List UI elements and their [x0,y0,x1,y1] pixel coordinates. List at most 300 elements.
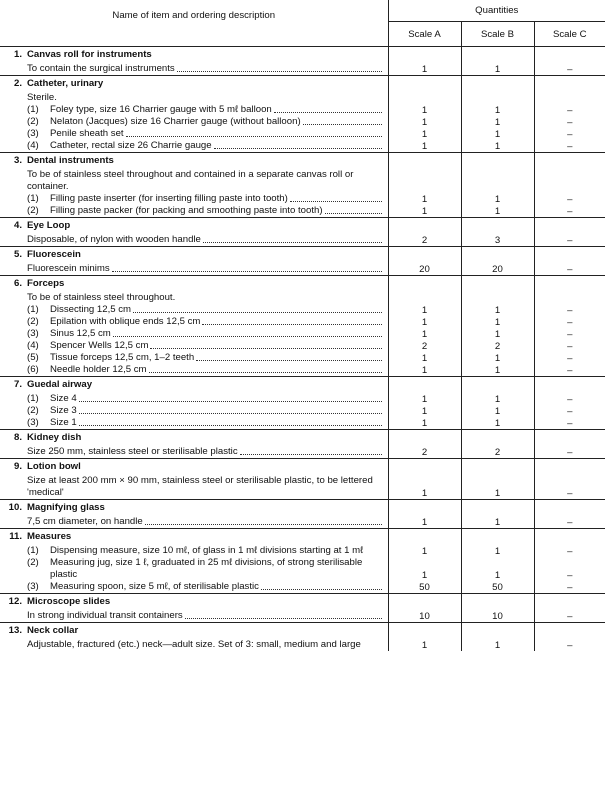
quantity-scale-b: 1 [461,116,534,128]
item-description [0,594,388,611]
table-row [0,47,605,64]
quantity-scale-c: – [567,640,573,651]
item-description [0,218,388,235]
item-heading: Kidney dish [27,432,82,443]
quantity-scale-c [534,47,605,64]
leader-dots [79,424,382,426]
sub-item-text: Measuring jug, size 1 ℓ, graduated in 25 mℓ divisions, of strong sterilisable plastic [50,557,363,580]
quantity-scale-b: 10 [461,610,534,623]
sub-item-text: Penile sheath set [50,128,124,139]
item-description [0,292,388,304]
quantity-scale-a [388,529,461,546]
quantity-scale-c: – [567,516,573,528]
item-description [0,377,388,394]
quantity-scale-b: 1 [461,205,534,218]
quantity-scale-b: 1 [461,557,534,581]
quantity-scale-a: 1 [388,205,461,218]
item-number: 4. [13,220,22,231]
item-description [0,364,388,377]
item-description [0,128,388,140]
item-description [0,352,388,364]
quantity-scale-a [388,247,461,264]
leader-dots [325,212,382,214]
leader-dots [261,588,382,590]
quantity-scale-c: – [567,140,573,152]
item-description [0,76,388,93]
quantity-scale-a: 2 [388,340,461,352]
table-row [0,247,605,264]
quantity-scale-c: – [567,610,573,622]
sub-item-text: Filling paste packer (for packing and smoothing paste into tooth) [50,205,323,216]
table-row [0,140,605,153]
column-header-scale-b: Scale B [461,22,534,47]
quantity-scale-c [534,377,605,394]
column-header-quantities: Quantities [388,0,605,22]
leader-dots [202,323,381,325]
quantity-scale-a: 2 [388,234,461,247]
quantity-scale-c [534,500,605,517]
sub-item-text: Foley type, size 16 Charrier gauge with 5 mℓ balloon [50,104,272,115]
item-description [0,234,388,247]
quantity-scale-b: 1 [461,304,534,316]
leader-dots [133,311,381,313]
quantity-scale-c [534,430,605,447]
table-row [0,639,605,651]
item-heading: Catheter, urinary [27,78,104,89]
table-row [0,393,605,405]
item-heading: Guedal airway [27,379,93,390]
quantity-scale-c: – [567,116,573,128]
table-body [0,47,605,652]
table-row [0,92,605,104]
sub-item-number: (1) [27,193,39,204]
quantity-scale-b [461,92,534,104]
quantity-scale-c [534,459,605,476]
quantity-scale-a [388,169,461,193]
table-row [0,263,605,276]
table-row [0,234,605,247]
quantity-scale-b: 1 [461,316,534,328]
item-description [0,140,388,153]
quantity-scale-b: 1 [461,128,534,140]
item-number: 13. [8,625,22,636]
quantity-scale-b: 1 [461,393,534,405]
quantity-scale-a: 1 [388,328,461,340]
item-number: 3. [13,155,22,166]
item-text: 7,5 cm diameter, on handle [27,516,143,527]
quantity-scale-c: – [567,546,573,557]
quantity-scale-a [388,92,461,104]
table-row [0,153,605,170]
quantity-scale-c: – [567,417,573,429]
table-row [0,581,605,594]
sub-item-text: Tissue forceps 12,5 cm, 1–2 teeth [50,352,195,363]
quantity-scale-c: – [567,263,573,275]
quantity-scale-c [534,76,605,93]
quantity-scale-c [534,276,605,293]
quantity-scale-b [461,169,534,193]
table-row [0,116,605,128]
quantity-scale-b: 1 [461,417,534,430]
quantity-scale-c [534,529,605,546]
item-number: 5. [13,249,22,260]
item-number: 11. [9,531,22,542]
item-heading: Eye Loop [27,220,71,231]
item-number: 12. [8,596,22,607]
sub-item-number: (5) [27,352,39,363]
item-description [0,316,388,328]
quantity-scale-c [534,153,605,170]
quantity-scale-a: 1 [388,316,461,328]
quantity-scale-a [388,76,461,93]
quantity-scale-b: 2 [461,340,534,352]
item-text: Adjustable, fractured (etc.) neck—adult size. Set of 3: small, medium and large [27,639,361,650]
quantity-scale-c: – [567,205,573,217]
quantity-scale-a [388,276,461,293]
item-heading: Magnifying glass [27,502,105,513]
table-header [0,0,605,47]
quantity-scale-b: 50 [461,581,534,594]
item-description [0,169,388,193]
quantity-scale-a: 1 [388,193,461,205]
item-number: 2. [13,78,22,89]
quantity-scale-b: 1 [461,104,534,116]
leader-dots [79,400,382,402]
quantity-scale-b [461,500,534,517]
quantity-scale-c: – [567,304,573,316]
quantity-scale-a [388,292,461,304]
item-description [0,304,388,316]
table-row [0,76,605,93]
sub-item-text: Size 3 [50,405,77,416]
table-row [0,623,605,640]
table-row [0,316,605,328]
sub-item-number: (2) [27,316,39,327]
quantity-scale-b [461,218,534,235]
quantity-scale-b [461,377,534,394]
leader-dots [149,371,382,373]
quantity-scale-a: 1 [388,304,461,316]
sub-item-number: (6) [27,364,39,375]
leader-dots [203,241,382,243]
table-row [0,352,605,364]
quantity-scale-a [388,430,461,447]
item-description [0,153,388,170]
item-description [0,610,388,623]
item-description [0,417,388,430]
item-heading: Lotion bowl [27,461,81,472]
item-description [0,405,388,417]
quantity-scale-a: 1 [388,104,461,116]
leader-dots [150,347,381,349]
item-description [0,63,388,76]
quantity-scale-c: – [567,63,573,75]
item-description [0,529,388,546]
quantity-scale-a [388,500,461,517]
item-note: To be of stainless steel throughout. [27,292,176,303]
item-description [0,446,388,459]
sub-item-text: Needle holder 12,5 cm [50,364,147,375]
leader-dots [177,70,382,72]
quantity-scale-c [534,247,605,264]
leader-dots [196,359,381,361]
quantity-scale-a: 1 [388,128,461,140]
sub-item-text: Dissecting 12,5 cm [50,304,132,315]
sub-item-number: (4) [27,140,39,151]
quantity-scale-b: 2 [461,446,534,459]
quantity-scale-b: 1 [461,516,534,529]
quantity-scale-a: 1 [388,557,461,581]
quantity-scale-b: 1 [461,639,534,651]
item-note: To be of stainless steel throughout and contained in a separate canvas roll or container. [27,169,354,192]
item-description [0,247,388,264]
table-row [0,594,605,611]
quantity-scale-b [461,47,534,64]
leader-dots [113,335,382,337]
quantity-scale-b: 1 [461,193,534,205]
table-row [0,430,605,447]
leader-dots [145,523,382,525]
quantity-scale-c [534,292,605,304]
column-header-scale-c: Scale C [534,22,605,47]
quantity-scale-b [461,292,534,304]
table-row [0,292,605,304]
quantity-scale-b [461,430,534,447]
column-header-scale-a: Scale A [388,22,461,47]
item-number: 6. [13,278,22,289]
quantity-scale-a [388,218,461,235]
table-row [0,128,605,140]
item-description [0,623,388,640]
item-heading: Neck collar [27,625,79,636]
quantity-scale-b: 1 [461,352,534,364]
item-description [0,92,388,104]
column-header-name: Name of item and ordering description [0,0,388,47]
sub-item-number: (3) [27,581,39,592]
quantity-scale-a [388,377,461,394]
table-row [0,405,605,417]
quantity-scale-a: 2 [388,446,461,459]
table-row [0,364,605,377]
quantity-scale-a: 1 [388,516,461,529]
quantity-scale-a: 1 [388,364,461,377]
leader-dots [290,200,382,202]
quantity-scale-c: – [567,570,573,581]
quantity-scale-c: – [567,581,573,593]
item-description [0,328,388,340]
item-description [0,581,388,594]
sub-item-number: (2) [27,205,39,216]
quantity-scale-b: 1 [461,328,534,340]
item-description [0,47,388,64]
quantity-scale-b [461,459,534,476]
item-description [0,393,388,405]
quantity-scale-a: 1 [388,352,461,364]
quantity-scale-b: 1 [461,63,534,76]
item-text: Disposable, of nylon with wooden handle [27,234,201,245]
quantity-scale-a: 1 [388,63,461,76]
quantity-scale-c: – [567,328,573,340]
sub-item-number: (2) [27,557,39,568]
quantity-scale-c [534,169,605,193]
item-description [0,459,388,476]
quantity-scale-a: 1 [388,417,461,430]
table-row [0,218,605,235]
quantity-scale-c [534,218,605,235]
sub-item-text: Sinus 12,5 cm [50,328,111,339]
sub-item-text: Spencer Wells 12,5 cm [50,340,149,351]
table-row [0,340,605,352]
sub-item-number: (1) [27,104,39,115]
quantity-scale-b [461,276,534,293]
quantity-scale-b: 1 [461,364,534,377]
sub-item-text: Size 4 [50,393,77,404]
quantity-scale-a: 1 [388,475,461,500]
quantity-scale-c: – [567,340,573,352]
quantity-scale-c: – [567,316,573,328]
table-row [0,516,605,529]
quantity-scale-b: 1 [461,475,534,500]
item-description [0,475,388,500]
quantity-scale-a: 50 [388,581,461,594]
leader-dots [185,617,382,619]
quantity-scale-b [461,76,534,93]
table-row [0,276,605,293]
quantity-scale-a: 20 [388,263,461,276]
leader-dots [214,147,382,149]
quantity-scale-b [461,153,534,170]
item-number: 1. [13,49,22,60]
quantity-scale-c: – [567,104,573,116]
item-number: 9. [13,461,22,472]
quantity-scale-c [534,92,605,104]
quantity-scale-b [461,594,534,611]
quantity-scale-c [534,594,605,611]
item-description [0,557,388,581]
item-description [0,639,388,651]
quantity-scale-c: – [567,405,573,417]
quantity-scale-c: – [567,446,573,458]
table-row [0,459,605,476]
sub-item-number: (4) [27,340,39,351]
quantity-scale-a [388,153,461,170]
sub-item-number: (2) [27,405,39,416]
item-description [0,193,388,205]
quantity-scale-b: 1 [461,545,534,557]
sub-item-number: (3) [27,128,39,139]
table-row [0,193,605,205]
item-text: Fluorescein minims [27,263,110,274]
item-text: In strong individual transit containers [27,610,183,621]
sub-item-number: (1) [27,304,39,315]
sub-item-text: Dispensing measure, size 10 mℓ, of glass in 1 mℓ divisions starting at 1 mℓ [50,545,364,556]
table-row [0,304,605,316]
quantity-scale-b: 20 [461,263,534,276]
item-number: 8. [13,432,22,443]
quantity-scale-c: – [567,488,573,499]
quantity-scale-a [388,594,461,611]
item-heading: Canvas roll for instruments [27,49,152,60]
quantity-scale-a: 1 [388,405,461,417]
table-row [0,63,605,76]
sub-item-number: (1) [27,393,39,404]
item-description [0,263,388,276]
quantity-scale-a: 1 [388,545,461,557]
table-row [0,446,605,459]
quantity-scale-c: – [567,393,573,405]
item-number: 7. [13,379,22,390]
item-description [0,500,388,517]
sub-item-text: Measuring spoon, size 5 mℓ, of sterilisable plastic [50,581,259,592]
item-heading: Fluorescein [27,249,81,260]
quantity-scale-a: 1 [388,140,461,153]
quantity-scale-b [461,247,534,264]
table-row [0,417,605,430]
table-row [0,610,605,623]
table-row [0,500,605,517]
item-description [0,430,388,447]
leader-dots [112,270,382,272]
quantity-scale-b: 1 [461,140,534,153]
quantity-scale-c [534,623,605,640]
sub-item-number: (1) [27,545,39,556]
item-heading: Microscope slides [27,596,111,607]
item-description [0,516,388,529]
quantity-scale-a: 1 [388,393,461,405]
quantity-scale-c: – [567,193,573,205]
sub-item-text: Nelaton (Jacques) size 16 Charrier gauge (without balloon) [50,116,301,127]
leader-dots [303,123,382,125]
table-row [0,557,605,581]
quantity-scale-c: – [567,234,573,246]
leader-dots [274,111,382,113]
quantity-scale-a: 1 [388,116,461,128]
item-description [0,276,388,293]
table-row [0,169,605,193]
table-row [0,545,605,557]
item-heading: Measures [27,531,72,542]
leader-dots [240,453,382,455]
sub-item-text: Catheter, rectal size 26 Charrie gauge [50,140,212,151]
item-description [0,545,388,557]
item-description [0,116,388,128]
table-row [0,205,605,218]
item-text: Size 250 mm, stainless steel or sterilisable plastic [27,446,238,457]
item-heading: Dental instruments [27,155,114,166]
item-number: 10. [8,502,22,513]
quantity-scale-a [388,459,461,476]
sub-item-number: (3) [27,328,39,339]
quantity-scale-c: – [567,352,573,364]
quantity-scale-a: 10 [388,610,461,623]
leader-dots [79,412,382,414]
item-heading: Forceps [27,278,65,289]
item-description [0,205,388,218]
table-row [0,475,605,500]
item-note: Sterile. [27,92,57,103]
quantity-scale-a: 1 [388,639,461,651]
quantity-scale-a [388,47,461,64]
quantity-scale-b: 1 [461,405,534,417]
quantity-scale-c: – [567,364,573,376]
quantity-scale-c: – [567,128,573,140]
item-description [0,104,388,116]
table-row [0,529,605,546]
quantity-scale-b [461,623,534,640]
quantity-scale-b [461,529,534,546]
item-text: To contain the surgical instruments [27,63,175,74]
sub-item-number: (3) [27,417,39,428]
